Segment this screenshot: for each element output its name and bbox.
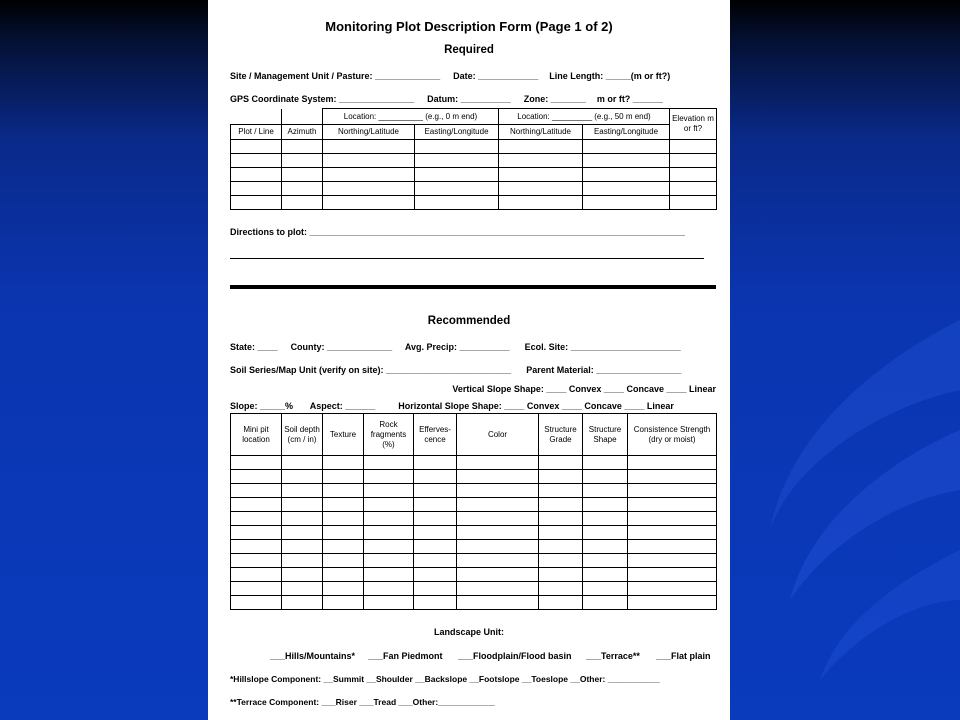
parent-material-field[interactable]: Parent Material: _________________: [526, 365, 682, 375]
units-field[interactable]: m or ft? ______: [596, 94, 663, 104]
zone-field[interactable]: Zone: _______: [523, 94, 586, 104]
datum-field[interactable]: Datum: __________: [427, 94, 511, 104]
northing-header: Northing/Latitude: [499, 125, 583, 140]
effervescence-header: Efferves- cence: [414, 414, 457, 456]
aspect-field[interactable]: Aspect: ______: [309, 401, 376, 411]
site-line: [230, 71, 716, 81]
landscape-flat-plain-option[interactable]: ___Flat plain: [656, 651, 711, 661]
table-row[interactable]: [231, 596, 717, 610]
table-row[interactable]: [231, 568, 717, 582]
location-0m-header: Location: __________ (e.g., 0 m end): [323, 109, 499, 125]
landscape-unit-label: Landscape Unit:: [433, 627, 504, 637]
directions-field[interactable]: Directions to plot: ___________________________________________________________________________: [230, 227, 685, 237]
elevation-header: Elevation m or ft?: [670, 109, 717, 140]
table-header-row: [231, 125, 717, 140]
county-field[interactable]: County: _____________: [290, 342, 393, 352]
table-row[interactable]: [231, 582, 717, 596]
location-50m-header: Location: _________ (e.g., 50 m end): [499, 109, 670, 125]
soil-table: [230, 413, 717, 610]
state-line: [230, 342, 716, 352]
soil-series-field[interactable]: Soil Series/Map Unit (verify on site): _________________________: [230, 365, 512, 375]
landscape-floodplain-option[interactable]: ___Floodplain/Flood basin: [458, 651, 572, 661]
gps-line: [230, 94, 716, 104]
precip-field[interactable]: Avg. Precip: __________: [404, 342, 510, 352]
table-row[interactable]: [231, 512, 717, 526]
easting-header: Easting/Longitude: [415, 125, 499, 140]
table-header-row: [231, 109, 717, 125]
consistence-header: Consistence Strength (dry or moist): [628, 414, 717, 456]
table-row[interactable]: [231, 484, 717, 498]
landscape-hills-option[interactable]: ___Hills/Mountains*: [270, 651, 356, 661]
site-field[interactable]: Site / Management Unit / Pasture: _____________: [230, 71, 441, 81]
northing-header: Northing/Latitude: [323, 125, 415, 140]
form-page: [208, 0, 730, 720]
azimuth-header: Azimuth: [282, 125, 323, 140]
table-row[interactable]: [231, 540, 717, 554]
terrace-component-field[interactable]: **Terrace Component: ___Riser ___Tread ___Other:____________: [230, 697, 495, 707]
background-swoosh-decoration: [730, 300, 960, 720]
directions-line: [230, 258, 704, 259]
date-field[interactable]: Date: ____________: [453, 71, 539, 81]
rock-fragments-header: Rock fragments (%): [364, 414, 414, 456]
landscape-terrace-option[interactable]: ___Terrace**: [586, 651, 640, 661]
gps-table: [230, 108, 717, 210]
state-field[interactable]: State: ____: [230, 342, 278, 352]
soil-depth-header: Soil depth (cm / in): [282, 414, 323, 456]
texture-header: Texture: [323, 414, 364, 456]
horizontal-slope-field[interactable]: Horizontal Slope Shape: ____ Convex ____ Concave ____ Linear: [398, 401, 674, 411]
form-title: Monitoring Plot Description Form (Page 1 of 2): [325, 19, 613, 34]
hillslope-component-field[interactable]: *Hillslope Component: __Summit __Shoulder __Backslope __Footslope __Toeslope __Other: ___________: [230, 674, 660, 684]
table-row[interactable]: [231, 182, 717, 196]
table-row[interactable]: [231, 470, 717, 484]
table-row[interactable]: [231, 196, 717, 210]
table-row[interactable]: [231, 140, 717, 154]
structure-grade-header: Structure Grade: [539, 414, 583, 456]
table-row[interactable]: [231, 168, 717, 182]
section-divider: [230, 285, 716, 289]
table-header-row: [231, 414, 717, 456]
ecol-site-field[interactable]: Ecol. Site: ______________________: [524, 342, 681, 352]
required-heading: Required: [444, 44, 494, 56]
slope-line: [230, 401, 716, 411]
table-row[interactable]: [231, 154, 717, 168]
table-row[interactable]: [231, 498, 717, 512]
slope-field[interactable]: Slope: _____%: [230, 401, 294, 411]
recommended-heading: Recommended: [427, 315, 511, 327]
mini-pit-header: Mini pit location: [231, 414, 282, 456]
vertical-slope-field[interactable]: Vertical Slope Shape: ____ Convex ____ Concave ____ Linear: [452, 384, 716, 394]
color-header: Color: [457, 414, 539, 456]
landscape-fan-option[interactable]: ___Fan Piedmont: [368, 651, 443, 661]
line-length-field[interactable]: Line Length: _____(m or ft?): [549, 71, 671, 81]
structure-shape-header: Structure Shape: [583, 414, 628, 456]
table-row[interactable]: [231, 526, 717, 540]
easting-header: Easting/Longitude: [583, 125, 670, 140]
soil-line: [230, 365, 716, 375]
table-row[interactable]: [231, 554, 717, 568]
table-row[interactable]: [231, 456, 717, 470]
gps-field[interactable]: GPS Coordinate System: _______________: [230, 94, 415, 104]
plot-line-header: Plot / Line: [231, 125, 282, 140]
